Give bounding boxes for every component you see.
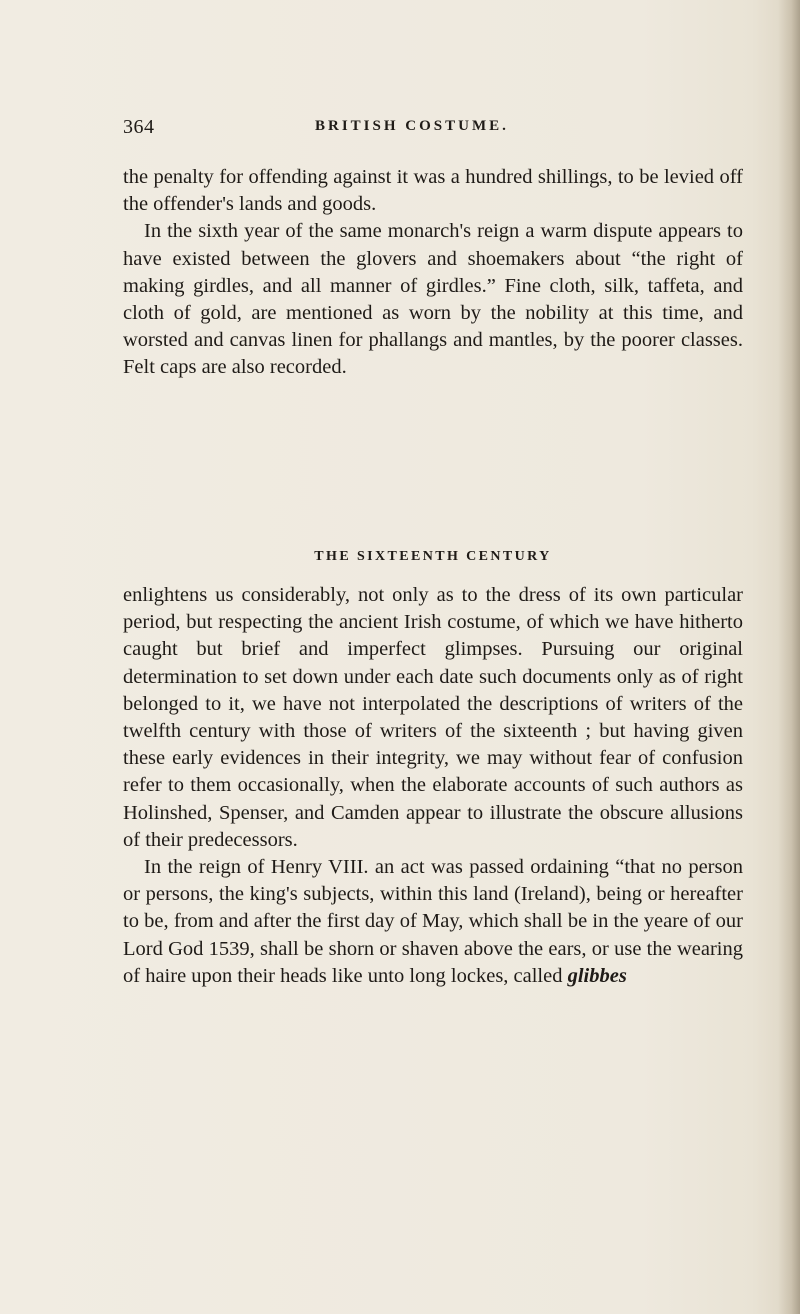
paragraph-girdles-dispute: In the sixth year of the same monarch's reign a warm dispute appears to have existed between the glovers and shoemakers about “the right of making girdles, and all manner of girdles.” Fine cloth, silk, taffeta, and cloth of gold, are mentioned as worn by the nobility at this time, and worsted and canvas linen for phallangs and mantles, by the poorer classes. Felt caps are also recorded. — [123, 220, 743, 379]
act-text: In the reign of Henry VIII. an act was passed ordaining “that no person or persons, the king's subjects, within this land (Ireland), being or hereafter to be, from and after the first day of May, which shall be in the yeare of our Lord God 1539, shall be shorn or shaven above the ears, or use the wearing of haire upon their heads like unto long lockes, called — [123, 856, 743, 987]
paragraph-continued: the penalty for offending against it was a hundred shillings, to be levied off the offender's lands and goods. — [123, 166, 743, 216]
running-head: BRITISH COSTUME. — [315, 118, 509, 134]
page-header — [123, 116, 743, 146]
paragraph-henry-viii-act — [123, 854, 743, 990]
page-number: 364 — [123, 116, 155, 138]
page-edge-shadow — [778, 0, 800, 1314]
glibbes-term: glibbes — [567, 964, 627, 987]
text-block-lower — [123, 582, 743, 990]
section-heading: THE SIXTEENTH CENTURY — [314, 549, 552, 564]
paragraph-sixteenth-century: enlightens us considerably, not only as to the dress of its own particular period, but respecting the ancient Irish costume, of which we have hitherto caught but brief and imperfect glimpses. Pursuing our original determination to set down under each date such documents only as of right belonged to it, we have not interpolated the descriptions of writers of the twelfth century with those of writers of the sixteenth ; but having given these early evidences in their integrity, we may without fear of confusion refer to them occasionally, when the elaborate accounts of such authors as Holinshed, Spenser, and Camden appear to illustrate the obscure allusions of their predecessors. — [123, 584, 743, 851]
text-block-upper — [123, 164, 743, 382]
